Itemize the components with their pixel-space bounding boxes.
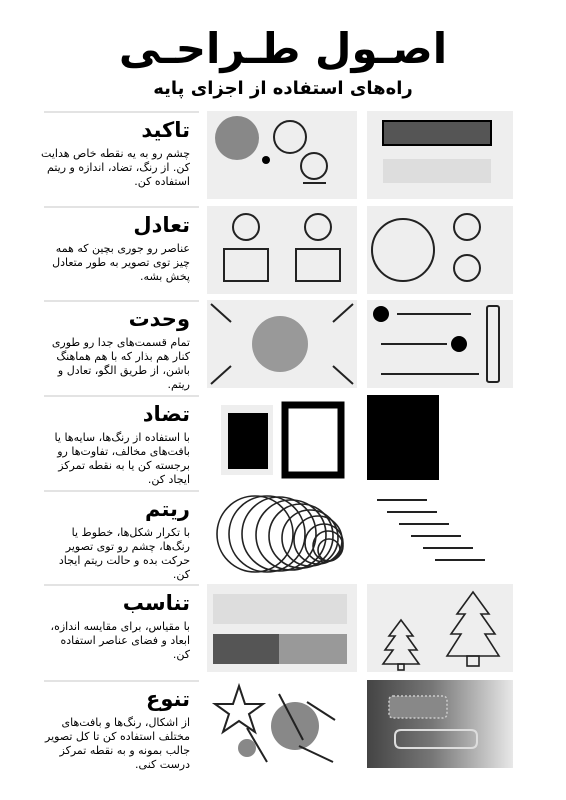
row-divider: [44, 680, 199, 682]
principle-heading: ریتم: [144, 497, 190, 521]
principle-description: از اشکال، رنگ‌ها و بافت‌های مختلف استفاده کن تا کل تصویر جالب بمونه و به نقطه تمرکز درست کنی.: [45, 716, 190, 771]
asymmetrical-balance-illustration: [367, 206, 513, 294]
principle-heading: تنوع: [146, 687, 190, 711]
principle-description: چشم رو به یه نقطه خاص هدایت کن. از رنگ، تضاد، اندازه و ریتم استفاده کن.: [41, 147, 190, 188]
contrast-squares-illustration: [207, 395, 357, 483]
large-filled-circle: [215, 116, 259, 160]
principle-row-emphasis: [0, 111, 566, 199]
principle-row-proportion: [0, 584, 566, 672]
emphasis-shapes-illustration: [207, 111, 357, 199]
light-bar: [383, 159, 491, 183]
symmetrical-balance-illustration: [207, 206, 357, 294]
emphasis-bars-illustration: [367, 111, 513, 199]
page-subtitle: راه‌های استفاده از اجزای پایه: [153, 78, 413, 99]
unity-circle-illustration: [207, 300, 357, 388]
unity-lines-illustration: [367, 300, 513, 388]
row-divider: [44, 490, 199, 492]
page-title: اصـول طـراحـی: [118, 24, 448, 73]
small-dot: [262, 156, 270, 164]
principle-description: با مقیاس، برای مقایسه اندازه، ابعاد و فضای عناصر استفاده کن.: [50, 620, 190, 661]
principle-row-unity: [0, 300, 566, 391]
row-divider: [44, 111, 199, 113]
contrast-block-illustration: [367, 395, 513, 483]
principle-description: عناصر رو جوری بچین که همه چیز توی تصویر به طور متعادل پخش بشه.: [52, 242, 190, 283]
variety-shapes-illustration: [207, 680, 357, 768]
principle-row-balance: [0, 206, 566, 294]
principle-description: تمام قسمت‌های جدا رو طوری کنار هم بذار که با هم هماهنگ باشن، از طریق الگو، تعادل و ریتم.: [51, 336, 190, 391]
proportion-bars-illustration: [207, 584, 357, 672]
principle-heading: تاکید: [141, 118, 190, 142]
variety-texture-illustration: [367, 680, 513, 768]
outline-circle: [274, 121, 306, 153]
principle-row-variety: [0, 680, 566, 771]
rhythm-circles-illustration: [207, 490, 357, 578]
principle-heading: تضاد: [142, 402, 190, 426]
principle-heading: تناسب: [122, 591, 190, 615]
row-divider: [44, 300, 199, 302]
dark-bar: [383, 121, 491, 145]
principle-description: با استفاده از رنگ‌ها، سایه‌ها یا بافت‌های مخالف، تفاوت‌ها رو برجسته کن یا به نقطه تمرکز ایجاد کن.: [54, 431, 190, 486]
outline-circle: [301, 153, 327, 179]
row-divider: [44, 395, 199, 397]
principle-description: با تکرار شکل‌ها، خطوط یا رنگ‌ها، چشم رو توی تصویر حرکت بده و حالت ریتم ایجاد کن.: [58, 526, 190, 581]
row-divider: [44, 206, 199, 208]
row-divider: [44, 584, 199, 586]
principle-heading: تعادل: [133, 213, 190, 237]
principle-row-contrast: [0, 395, 566, 486]
proportion-trees-illustration: [367, 584, 513, 672]
rhythm-lines-illustration: [367, 490, 513, 578]
principle-row-rhythm: [0, 490, 566, 581]
principle-heading: وحدت: [128, 307, 190, 331]
